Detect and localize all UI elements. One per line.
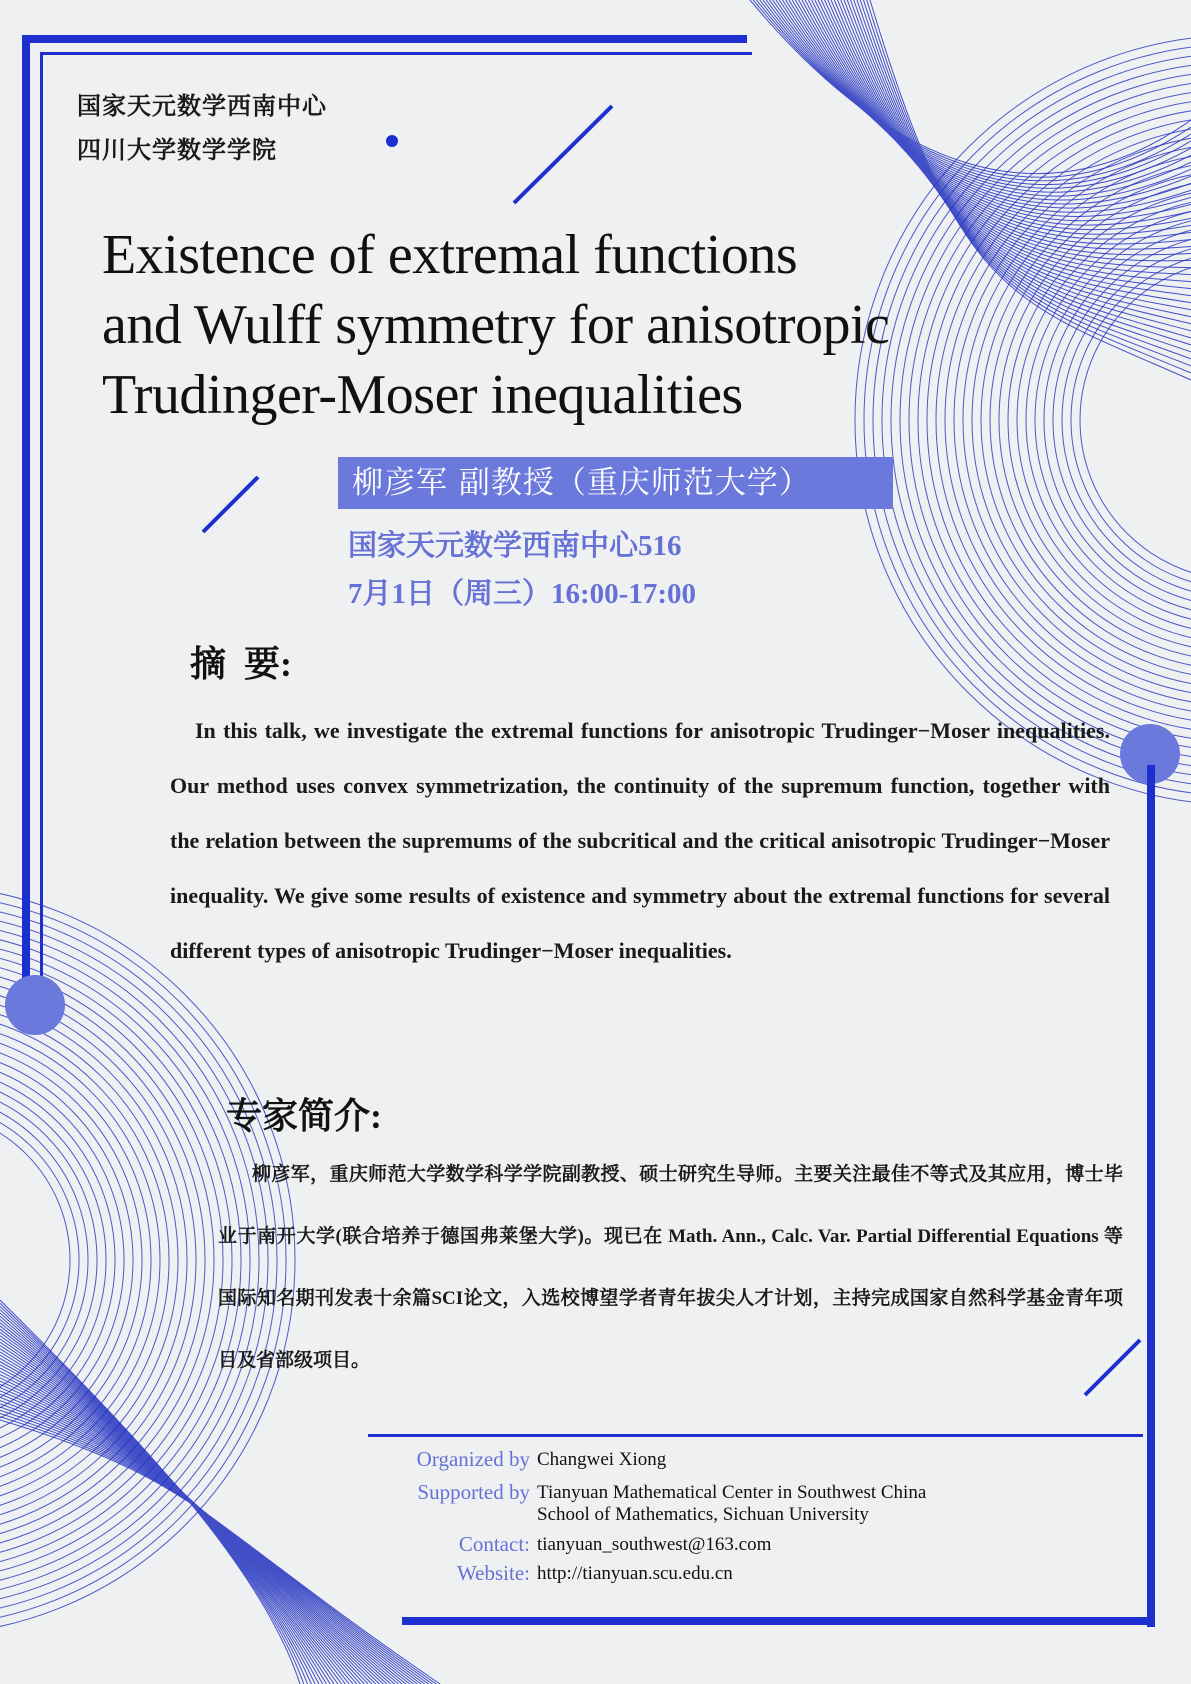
- abstract-heading: 摘 要:: [190, 644, 292, 684]
- footer-divider: [368, 1434, 1143, 1437]
- venue: 国家天元数学西南中心516: [348, 530, 682, 562]
- frame-left-inner-line: [40, 52, 43, 1010]
- frame-left-line: [22, 35, 30, 1010]
- supported-by-value-2: School of Mathematics, Sichuan University: [537, 1504, 869, 1525]
- talk-title-line-2: and Wulff symmetry for anisotropic: [102, 294, 890, 356]
- accent-dot: [386, 135, 398, 147]
- organizer-line-2: 四川大学数学学院: [77, 138, 277, 164]
- frame-top-inner-line: [40, 52, 752, 55]
- supported-by-label: Supported by: [417, 1480, 530, 1504]
- talk-title-line-3: Trudinger-Moser inequalities: [102, 364, 743, 426]
- website-label: Website:: [457, 1561, 530, 1585]
- speaker-bio-heading: 专家简介:: [226, 1096, 382, 1136]
- abstract-text: In this talk, we investigate the extremal functions for anisotropic Trudinger−Moser inequalities. Our method uses convex symmetrization, the continuity of the supremum function, together with the relation between the supremums of the subcritical and the critical anisotropic Trudinger−Moser inequality. We give some results of existence and symmetry about the extremal functions for several different types of anisotropic Trudinger−Moser inequalities.: [170, 718, 1110, 963]
- website-link[interactable]: http://tianyuan.scu.edu.cn: [537, 1563, 733, 1584]
- frame-right-line: [1147, 765, 1155, 1627]
- contact-email[interactable]: tianyuan_southwest@163.com: [537, 1534, 772, 1555]
- organized-by-label: Organized by: [416, 1447, 530, 1471]
- supported-by-value-1: Tianyuan Mathematical Center in Southwest China: [537, 1482, 927, 1503]
- talk-title-line-1: Existence of extremal functions: [102, 224, 798, 286]
- frame-bottom-line: [402, 1617, 1155, 1625]
- frame-left-dot: [5, 975, 65, 1035]
- accent-stroke: [514, 106, 612, 203]
- speaker-bio-text: 柳彦军，重庆师范大学数学科学学院副教授、硕士研究生导师。主要关注最佳不等式及其应用，博士毕业于南开大学(联合培养于德国弗莱堡大学)。现已在 Math. Ann., Calc. Var. Partial Differential Equations 等国际知名期刊发表十余篇SCI论文，入选校博望学者青年拔尖人才计划，主持完成国家自然科学基金青年项目及省部级项目。: [218, 1164, 1123, 1371]
- contact-label: Contact:: [458, 1532, 530, 1556]
- frame-top-line: [22, 35, 747, 43]
- accent-stroke: [203, 477, 258, 532]
- speaker-banner: 柳彦军 副教授（重庆师范大学）: [338, 457, 893, 509]
- organized-by-value: Changwei Xiong: [537, 1449, 667, 1470]
- organizer-line-1: 国家天元数学西南中心: [77, 94, 327, 120]
- date-time: 7月1日（周三）16:00-17:00: [348, 578, 696, 610]
